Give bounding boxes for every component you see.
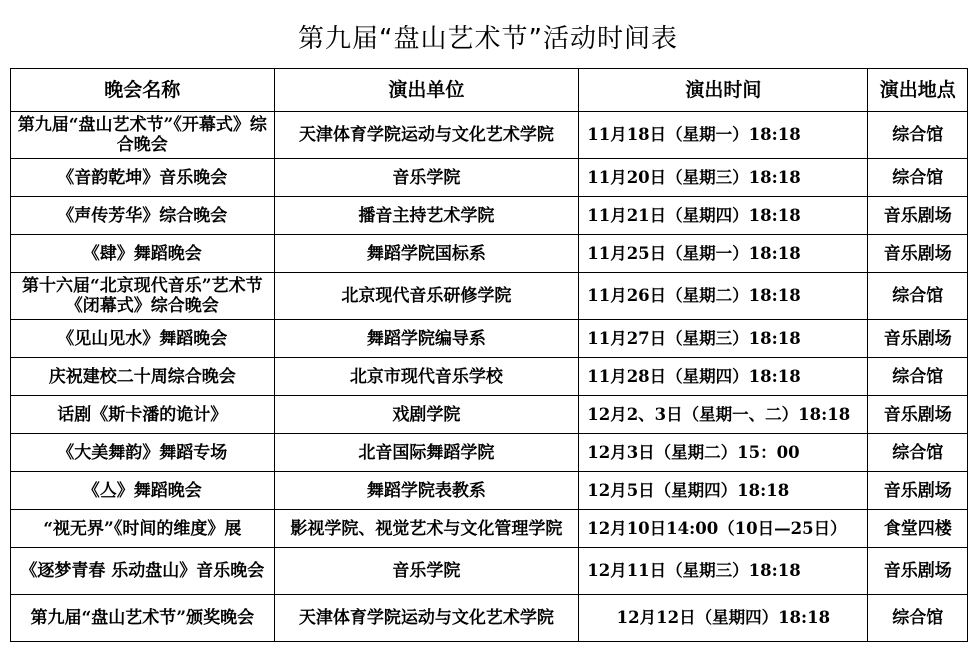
- event-name: 《肆》舞蹈晚会: [11, 235, 275, 273]
- event-place: 音乐剧场: [868, 320, 968, 358]
- event-time: 12月2、3日（星期一、二）18:18: [579, 396, 868, 434]
- table-row: [11, 396, 968, 434]
- header-unit: 演出单位: [274, 69, 579, 112]
- event-time: 12月10日14:00（10日—25日）: [579, 510, 868, 548]
- event-place: 综合馆: [868, 358, 968, 396]
- event-name: 话剧《斯卡潘的诡计》: [11, 396, 275, 434]
- event-place: 综合馆: [868, 273, 968, 320]
- event-name: 第九届“盘山艺术节”颁奖晚会: [11, 595, 275, 642]
- event-name: 庆祝建校二十周综合晚会: [11, 358, 275, 396]
- table-row: [11, 358, 968, 396]
- event-unit: 天津体育学院运动与文化艺术学院: [274, 595, 579, 642]
- event-time: 12月3日（星期二）15：00: [579, 434, 868, 472]
- table-row: [11, 197, 968, 235]
- event-unit: 舞蹈学院编导系: [274, 320, 579, 358]
- event-time: 11月28日（星期四）18:18: [579, 358, 868, 396]
- event-name: 《亼》舞蹈晚会: [11, 472, 275, 510]
- event-time: 11月25日（星期一）18:18: [579, 235, 868, 273]
- table-row: [11, 595, 968, 642]
- table-row: [11, 112, 968, 159]
- table-row: [11, 510, 968, 548]
- event-place: 综合馆: [868, 112, 968, 159]
- table-header-row: [11, 69, 968, 112]
- event-time: 11月18日（星期一）18:18: [579, 112, 868, 159]
- event-unit: 戏剧学院: [274, 396, 579, 434]
- event-place: 音乐剧场: [868, 197, 968, 235]
- event-unit: 舞蹈学院国标系: [274, 235, 579, 273]
- event-place: 音乐剧场: [868, 472, 968, 510]
- event-place: 音乐剧场: [868, 235, 968, 273]
- event-unit: 北京现代音乐研修学院: [274, 273, 579, 320]
- event-name: 《见山见水》舞蹈晚会: [11, 320, 275, 358]
- page-title: 第九届“盘山艺术节”活动时间表: [298, 24, 678, 54]
- table-row: [11, 320, 968, 358]
- event-unit: 音乐学院: [274, 548, 579, 595]
- event-place: 音乐剧场: [868, 396, 968, 434]
- event-unit: 影视学院、视觉艺术与文化管理学院: [274, 510, 579, 548]
- event-unit: 播音主持艺术学院: [274, 197, 579, 235]
- header-name: 晚会名称: [11, 69, 275, 112]
- event-time: 12月12日（星期四）18:18: [579, 595, 868, 642]
- header-time: 演出时间: [579, 69, 868, 112]
- event-time: 11月20日（星期三）18:18: [579, 159, 868, 197]
- event-name: 第九届“盘山艺术节”《开幕式》综合晚会: [11, 112, 275, 159]
- event-name: 《音韵乾坤》音乐晚会: [11, 159, 275, 197]
- event-name: “视无界”《时间的维度》展: [11, 510, 275, 548]
- event-place: 综合馆: [868, 159, 968, 197]
- event-place: 食堂四楼: [868, 510, 968, 548]
- header-place: 演出地点: [868, 69, 968, 112]
- event-time: 12月5日（星期四）18:18: [579, 472, 868, 510]
- table-row: [11, 273, 968, 320]
- schedule-table: [10, 68, 968, 642]
- event-time: 12月11日（星期三）18:18: [579, 548, 868, 595]
- event-unit: 北京市现代音乐学校: [274, 358, 579, 396]
- event-time: 11月26日（星期二）18:18: [579, 273, 868, 320]
- event-unit: 北音国际舞蹈学院: [274, 434, 579, 472]
- event-unit: 天津体育学院运动与文化艺术学院: [274, 112, 579, 159]
- event-name: 《逐梦青春 乐动盘山》音乐晚会: [11, 548, 275, 595]
- event-place: 音乐剧场: [868, 548, 968, 595]
- event-unit: 舞蹈学院表教系: [274, 472, 579, 510]
- event-unit: 音乐学院: [274, 159, 579, 197]
- table-row: [11, 434, 968, 472]
- event-place: 综合馆: [868, 595, 968, 642]
- event-time: 11月27日（星期三）18:18: [579, 320, 868, 358]
- event-name: 第十六届“北京现代音乐”艺术节《闭幕式》综合晚会: [11, 273, 275, 320]
- table-row: [11, 472, 968, 510]
- event-name: 《大美舞韵》舞蹈专场: [11, 434, 275, 472]
- event-name: 《声传芳华》综合晚会: [11, 197, 275, 235]
- table-row: [11, 159, 968, 197]
- event-time: 11月21日（星期四）18:18: [579, 197, 868, 235]
- table-row: [11, 235, 968, 273]
- event-place: 综合馆: [868, 434, 968, 472]
- table-row: [11, 548, 968, 595]
